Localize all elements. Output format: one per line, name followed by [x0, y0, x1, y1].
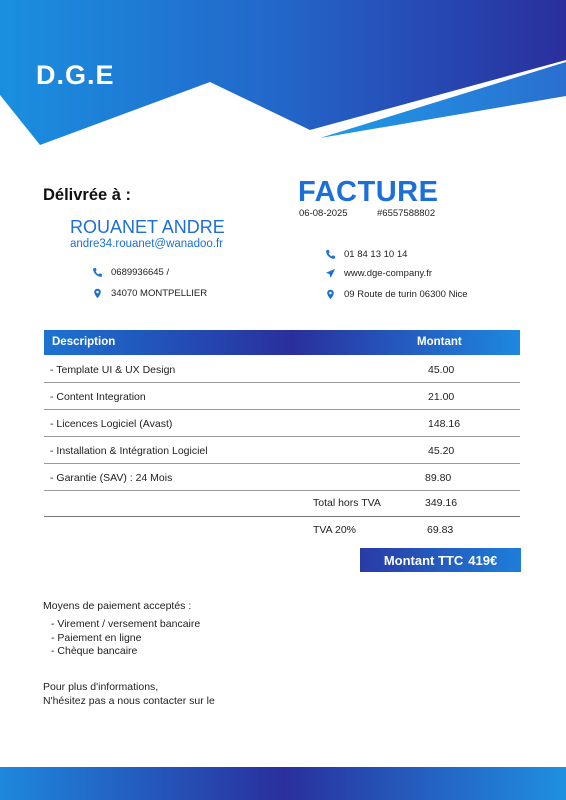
item-amount: 89.80 [425, 472, 452, 484]
total-ht-label: Total hors TVA [313, 497, 381, 509]
description-column-header: Description [52, 336, 116, 348]
payment-method-item: - Chèque bancaire [51, 645, 138, 658]
seller-website[interactable]: www.dge-company.fr [344, 268, 432, 279]
client-name: ROUANET ANDRE [70, 217, 225, 237]
item-amount: 21.00 [428, 391, 455, 403]
location-pin-icon [325, 289, 336, 300]
phone-icon [325, 249, 336, 260]
payment-method-item: - Virement / versement bancaire [51, 618, 201, 630]
footer-banner [0, 767, 566, 800]
items-table-header [44, 330, 520, 355]
phone-icon [92, 267, 103, 278]
payment-method-item: - Paiement en ligne [51, 631, 142, 644]
client-phone: 0689936645 / [111, 267, 170, 278]
invoice-date: 06-08-2025 [299, 208, 348, 219]
invoice-number: #6557588802 [377, 208, 436, 219]
payment-methods-title: Moyens de paiement acceptés : [43, 600, 192, 612]
seller-phone: 01 84 13 10 14 [344, 249, 408, 260]
seller-address: 09 Route de turin 06300 Nice [344, 289, 468, 300]
company-logo: D.G.E [36, 60, 115, 90]
seller-website-row [325, 268, 432, 279]
contact-note-line: Pour plus d'informations, [43, 681, 159, 693]
payment-methods-list [51, 618, 200, 659]
client-address-row [92, 288, 207, 299]
item-description: - Garantie (SAV) : 24 Mois [50, 472, 173, 484]
location-pin-icon [92, 288, 103, 299]
table-row [44, 383, 520, 410]
item-description: - Template UI & UX Design [50, 364, 176, 376]
client-email: andre34.rouanet@wanadoo.fr [70, 238, 223, 250]
totals-divider [44, 516, 520, 517]
invoice-title: FACTURE [298, 176, 439, 208]
item-amount: 45.20 [428, 445, 455, 457]
table-row [44, 356, 520, 383]
total-ttc-value: 419€ [468, 552, 498, 568]
table-row [44, 437, 520, 464]
item-amount: 45.00 [428, 364, 455, 376]
total-ttc-label: Montant TTC [383, 552, 464, 568]
item-description: - Licences Logiciel (Avast) [50, 418, 173, 430]
amount-column-header: Montant [417, 336, 462, 348]
table-row [44, 410, 520, 437]
delivered-to-label: Délivrée à : [43, 186, 132, 204]
tva-label: TVA 20% [313, 524, 356, 536]
contact-note-line: N'hésitez pas a nous contacter sur le [43, 694, 215, 707]
seller-address-row [325, 289, 468, 300]
item-description: - Content Integration [50, 391, 146, 403]
send-icon [325, 268, 336, 279]
client-address: 34070 MONTPELLIER [111, 288, 208, 299]
tva-value: 69.83 [427, 524, 454, 536]
table-row [44, 464, 520, 491]
contact-note [43, 681, 215, 708]
seller-phone-row [325, 249, 407, 260]
item-amount: 148.16 [428, 418, 461, 430]
total-ht-value: 349.16 [425, 497, 458, 509]
item-description: - Installation & Intégration Logiciel [50, 445, 208, 457]
client-phone-row [92, 267, 169, 278]
total-ttc-badge [360, 548, 521, 572]
